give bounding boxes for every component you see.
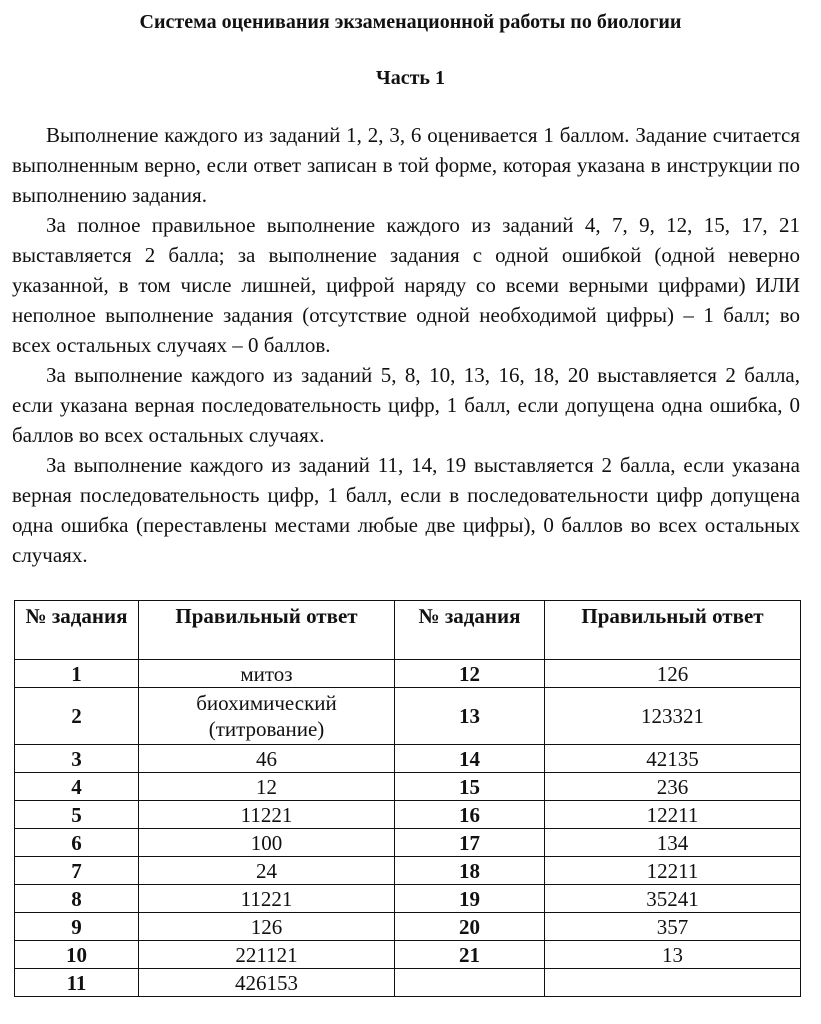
header-correct-answer: Правильный ответ	[545, 601, 801, 660]
answer-cell: 126	[545, 660, 801, 688]
answer-cell: 126	[139, 913, 395, 941]
table-header-row	[15, 601, 801, 660]
paragraph: За выполнение каждого из заданий 5, 8, 10, 13, 16, 18, 20 выставляется 2 балла, если указана верная последовательность цифр, 1 балл, если допущена одна ошибка, 0 баллов во всех остальных случаях.	[12, 363, 800, 447]
answer-cell: 12211	[545, 801, 801, 829]
paragraph: За выполнение каждого из заданий 11, 14, 19 выставляется 2 балла, если указана верная последовательность цифр, 1 балл, если в последовательности цифр допущена одна ошибка (переставлены местами любые две цифры), 0 баллов во всех остальных случаях.	[12, 453, 800, 567]
answer-cell: 11221	[139, 801, 395, 829]
answer-cell: 357	[545, 913, 801, 941]
task-number-cell: 17	[395, 829, 545, 857]
answer-cell: биохимический (титрование)	[139, 688, 395, 745]
answer-cell: 426153	[139, 969, 395, 997]
table-row	[15, 829, 801, 857]
task-number-cell: 2	[15, 688, 139, 745]
table-row	[15, 941, 801, 969]
task-number-cell: 18	[395, 857, 545, 885]
answer-cell: митоз	[139, 660, 395, 688]
task-number-cell: 8	[15, 885, 139, 913]
task-number-cell: 9	[15, 913, 139, 941]
task-number-cell: 1	[15, 660, 139, 688]
table-row	[15, 885, 801, 913]
task-number-cell: 16	[395, 801, 545, 829]
answer-cell: 100	[139, 829, 395, 857]
answer-cell: 221121	[139, 941, 395, 969]
answers-table	[14, 600, 801, 997]
table-row	[15, 969, 801, 997]
paragraph: Выполнение каждого из заданий 1, 2, 3, 6 оценивается 1 баллом. Задание считается выполненным верно, если ответ записан в той форме, которая указана в инструкции по выполнению задания.	[12, 123, 800, 207]
answer-cell: 46	[139, 745, 395, 773]
task-number-cell: 4	[15, 773, 139, 801]
table-row	[15, 801, 801, 829]
task-number-cell: 21	[395, 941, 545, 969]
task-number-cell: 14	[395, 745, 545, 773]
part-heading: Часть 1	[376, 67, 445, 89]
answer-cell: 134	[545, 829, 801, 857]
scoring-rules	[12, 120, 800, 570]
task-number-cell: 12	[395, 660, 545, 688]
table-row	[15, 773, 801, 801]
answer-cell: 12	[139, 773, 395, 801]
paragraph: За полное правильное выполнение каждого из заданий 4, 7, 9, 12, 15, 17, 21 выставляется 2 балла; за выполнение задания с одной ошибкой (одной неверно указанной, в том числе лишней, цифрой наряду со всеми верными цифрами) ИЛИ неполное выполнение задания (отсутствие одной необходимой цифры) – 1 балл; во всех остальных случаях – 0 баллов.	[12, 213, 800, 357]
table-row	[15, 688, 801, 745]
task-number-cell: 13	[395, 688, 545, 745]
answer-cell: 35241	[545, 885, 801, 913]
task-number-cell: 11	[15, 969, 139, 997]
header-task-number: № задания	[395, 601, 545, 660]
table-row	[15, 913, 801, 941]
answer-cell: 236	[545, 773, 801, 801]
task-number-cell: 15	[395, 773, 545, 801]
task-number-cell: 5	[15, 801, 139, 829]
table-row	[15, 857, 801, 885]
task-number-cell: 7	[15, 857, 139, 885]
answer-cell: 12211	[545, 857, 801, 885]
answer-cell	[545, 969, 801, 997]
table-row	[15, 745, 801, 773]
table-row	[15, 660, 801, 688]
answer-cell: 123321	[545, 688, 801, 745]
answer-cell: 24	[139, 857, 395, 885]
header-correct-answer: Правильный ответ	[139, 601, 395, 660]
task-number-cell: 20	[395, 913, 545, 941]
header-task-number: № задания	[15, 601, 139, 660]
task-number-cell: 3	[15, 745, 139, 773]
task-number-cell: 19	[395, 885, 545, 913]
document-title: Система оценивания экзаменационной работы по биологии	[139, 11, 682, 33]
answer-cell: 42135	[545, 745, 801, 773]
answer-cell: 13	[545, 941, 801, 969]
task-number-cell: 10	[15, 941, 139, 969]
answer-cell: 11221	[139, 885, 395, 913]
task-number-cell	[395, 969, 545, 997]
task-number-cell: 6	[15, 829, 139, 857]
